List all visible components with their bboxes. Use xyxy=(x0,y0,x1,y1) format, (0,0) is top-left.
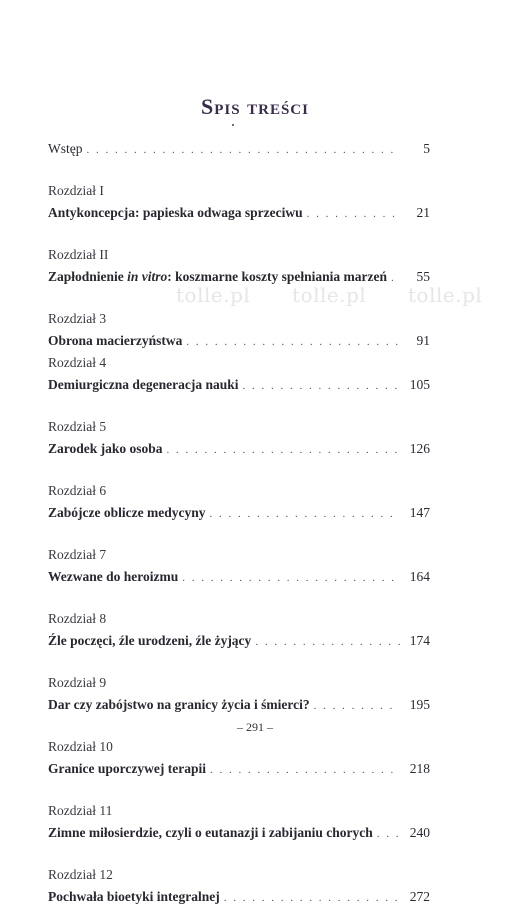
page-folio: – 291 – xyxy=(237,720,273,734)
dot-leader xyxy=(224,887,400,909)
chapter-label: Rozdział 4 xyxy=(48,355,107,370)
toc-entry-chapter-4 xyxy=(48,352,430,396)
toc-page-number: 55 xyxy=(416,269,430,284)
toc-entry-chapter-7 xyxy=(48,544,430,588)
toc-title: Demiurgiczna degeneracja nauki xyxy=(48,377,239,392)
dot-leader xyxy=(377,823,400,845)
toc-title-part: : koszmarne koszty spełniania marzeń xyxy=(167,269,388,284)
toc-title: Zimne miłosierdzie, czyli o eutanazji i zabijaniu chorych xyxy=(48,825,373,840)
page-title: Spis treści xyxy=(201,94,309,119)
chapter-label: Rozdział 10 xyxy=(48,739,113,754)
chapter-label: Rozdział I xyxy=(48,183,104,198)
toc-page-number: 91 xyxy=(416,333,430,348)
chapter-label: Rozdział II xyxy=(48,247,109,262)
toc-title: Źle poczęci, źle urodzeni, źle żyjący xyxy=(48,633,252,648)
watermark-3: tolle.pl xyxy=(408,283,483,307)
toc-title: Antykoncepcja: papieska odwaga sprzeciwu xyxy=(48,205,303,220)
toc-entry-chapter-8 xyxy=(48,608,430,652)
toc-title: Dar czy zabójstwo na granicy życia i śmierci? xyxy=(48,697,310,712)
toc-entry-chapter-6 xyxy=(48,480,430,524)
toc-entry-chapter-5 xyxy=(48,416,430,460)
toc-title-part: Zapłodnienie xyxy=(48,269,128,284)
dot-leader xyxy=(307,203,400,225)
toc-page-number: 147 xyxy=(409,505,430,520)
toc-page-number: 21 xyxy=(416,205,430,220)
toc-page-number: 272 xyxy=(409,889,430,904)
table-of-contents xyxy=(48,138,430,908)
toc-title: Granice uporczywej terapii xyxy=(48,761,206,776)
toc-title: Zarodek jako osoba xyxy=(48,441,163,456)
dot-leader xyxy=(87,139,401,161)
toc-title: Pochwała bioetyki integralnej xyxy=(48,889,220,904)
toc-title xyxy=(48,266,387,288)
toc-title: Obrona macierzyństwa xyxy=(48,333,183,348)
chapter-label: Rozdział 9 xyxy=(48,675,107,690)
toc-page-number: 5 xyxy=(423,141,430,156)
toc-entry-chapter-11 xyxy=(48,800,430,844)
toc-page-number: 195 xyxy=(409,697,430,712)
toc-entry-chapter-9 xyxy=(48,672,430,716)
chapter-label: Rozdział 6 xyxy=(48,483,107,498)
dot-leader xyxy=(167,439,400,461)
toc-title-italic: in vitro xyxy=(127,269,168,284)
chapter-label: Rozdział 7 xyxy=(48,547,107,562)
chapter-label: Rozdział 11 xyxy=(48,803,113,818)
chapter-label: Rozdział 12 xyxy=(48,867,113,882)
toc-entry-chapter-12 xyxy=(48,864,430,908)
toc-title: Wezwane do heroizmu xyxy=(48,569,179,584)
dot-leader xyxy=(209,503,400,525)
chapter-label: Rozdział 3 xyxy=(48,311,107,326)
dot-leader xyxy=(314,695,400,717)
toc-page-number: 164 xyxy=(409,569,430,584)
toc-entry-chapter-3 xyxy=(48,308,430,352)
chapter-label: Rozdział 5 xyxy=(48,419,107,434)
dot-leader xyxy=(242,375,400,397)
toc-entry-chapter-2 xyxy=(48,244,430,288)
chapter-label: Rozdział 8 xyxy=(48,611,107,626)
dot-leader xyxy=(255,631,400,653)
toc-page-number: 105 xyxy=(409,377,430,392)
dot-leader xyxy=(210,759,400,781)
dot-leader xyxy=(391,267,400,289)
watermark-1: tolle.pl xyxy=(176,283,251,307)
dot-leader xyxy=(186,331,400,353)
toc-title: Zabójcze oblicze medycyny xyxy=(48,505,206,520)
toc-title: Wstęp xyxy=(48,141,83,156)
toc-entry-chapter-10 xyxy=(48,736,430,780)
toc-page-number: 218 xyxy=(409,761,430,776)
toc-page-number: 240 xyxy=(409,825,430,840)
toc-entry-intro xyxy=(48,138,430,160)
stray-dot xyxy=(232,124,234,126)
watermark-2: tolle.pl xyxy=(292,283,367,307)
toc-page-number: 174 xyxy=(409,633,430,648)
dot-leader xyxy=(182,567,400,589)
toc-entry-chapter-1 xyxy=(48,180,430,224)
toc-page-number: 126 xyxy=(409,441,430,456)
